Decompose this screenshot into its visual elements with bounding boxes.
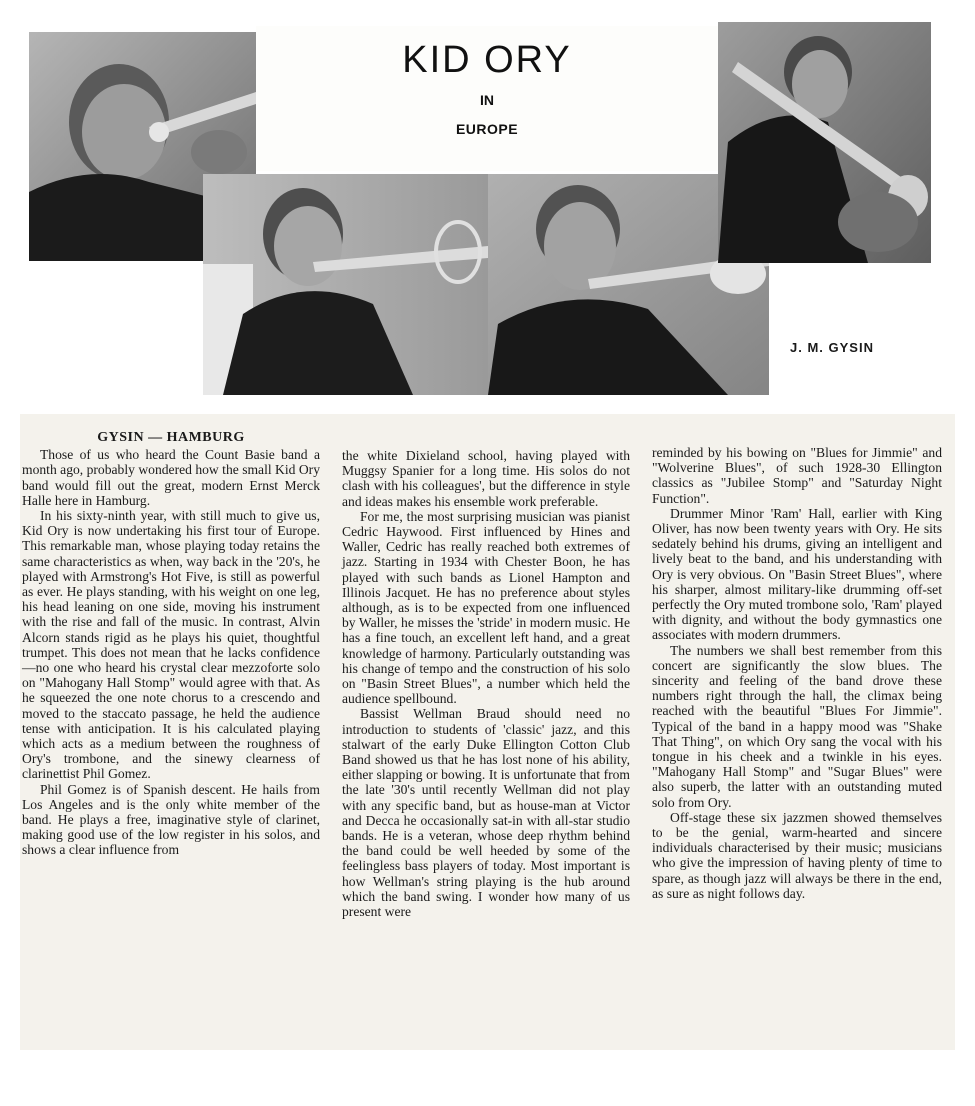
title-block [256, 26, 718, 171]
paragraph: The numbers we shall best remember from this concert are significantly the slow blues. The sincerity and feeling of the band drove these numbers right through the hall, the climax being reached with the beautiful "Blues For Jimmie". Typical of the band in a happy mood was "Shake That Thing", on which Ory sang the vocal with his tongue in his cheek and a twinkle in his eyes. "Mahogany Hall Stomp" and "Sugar Blues" were also superb, the latter with an outstanding muted solo from Ory. [652, 642, 942, 810]
title-in: IN [480, 92, 494, 108]
article-body [20, 414, 955, 1050]
paragraph: Phil Gomez is of Spanish descent. He hails from Los Angeles and is the only white member of the band. He plays a free, imaginative style of clarinet, making good use of the low register in his solos, and shows a clear influence from [22, 781, 320, 858]
photo-bottom-left [203, 174, 488, 395]
photo-credit: J. M. GYSIN [790, 340, 874, 355]
paragraph: For me, the most surprising musician was pianist Cedric Haywood. First influenced by Hines and Waller, Cedric has really reached both extremes of jazz. Starting in 1934 with Chester Boon, he has played with such bands as Lionel Hampton and Illinois Jacquet. He has no preference about styles although, as is to be expected from one influenced by Waller, he misses the 'stride' in modern music. He has a fine touch, an excellent left hand, and a great knowledge of harmony. Particularly outstanding was his change of tempo and the construction of his solo on "Basin Street Blues", a number which held the audience spellbound. [342, 508, 630, 707]
paragraph: Drummer Minor 'Ram' Hall, earlier with King Oliver, has now been twenty years with Ory. He sits sedately behind his drums, giving an intelligent and lively beat to the band, and his understanding with Ory is very obvious. On "Basin Street Blues", where his sharper, almost military-like drumming off-set perfectly the Ory muted trombone solo, 'Ram' played with dignity, and without the body gymnastics one associates with modern drummers. [652, 505, 942, 643]
paragraph: In his sixty-ninth year, with still much to give us, Kid Ory is now undertaking his first tour of Europe. This remarkable man, whose playing today retains the same characteristics as when, way back in the '20's, he played with Armstrong's Hot Five, is still as powerful as ever. He plays standing, with his weight on one leg, his head leaning on one side, moving his instrument with the rise and fall of the music. In contrast, Alvin Alcorn stands rigid as he plays his quiet, thoughtful trumpet. This does not mean that he lacks confidence—no one who heard his crystal clear mezzoforte solo on "Mahogany Hall Stomp" would agree with that. As he squeezed the one note chorus to a crescendo and moved to the staccato passage, he held the audience tense with anticipation. It is his calculated playing which acts as a medium between the roughness of Ory's trombone, and the sinewy clearness of clarinettist Phil Gomez. [22, 508, 320, 782]
page-title: KID ORY [402, 39, 572, 81]
title-place: EUROPE [455, 121, 519, 137]
photo-top-right [718, 22, 931, 263]
article-column-1 [22, 414, 320, 858]
article-column-3 [652, 445, 942, 901]
article-heading: GYSIN — HAMBURG [97, 430, 245, 445]
article-column-2 [342, 448, 630, 919]
paragraph: Bassist Wellman Braud should need no introduction to students of 'classic' jazz, and this stalwart of the early Duke Ellington Cotton Club Band showed us that he has lost none of his ability, either slapping or bowing. It is unfortunate that from the late '30's until recently Wellman did not play with any specific band, but as house-man at Victor and Decca he occasionally sat-in with all-star studio bands. He is a veteran, whose deep rhythm behind the band could be well heeded by some of the feelingless bass players of today. Most important is how Wellman's string playing is the hub around which the band swing. I wonder how many of us present were [342, 706, 630, 920]
paragraph: Those of us who heard the Count Basie band a month ago, probably wondered how the small Kid Ory band would fill out the great, modern Ernst Merck Halle here in Hamburg. [22, 447, 320, 508]
paragraph: Off-stage these six jazzmen showed themselves to be the genial, warm-hearted and sincere individuals characterised by their music; musicians who give the impression of having plenty of time to spare, as though jazz will always be there in the end, as sure as night follows day. [652, 809, 942, 901]
paragraph: the white Dixieland school, having played with Muggsy Spanier for a long time. His solos do not clash with his colleagues', but the difference in style and ideas makes his ensemble work preferable. [342, 448, 630, 509]
paragraph: reminded by his bowing on "Blues for Jimmie" and "Wolverine Blues", of such 1928-30 Ellington classics as "Jubilee Stomp" and "Saturday Night Function". [652, 445, 942, 506]
